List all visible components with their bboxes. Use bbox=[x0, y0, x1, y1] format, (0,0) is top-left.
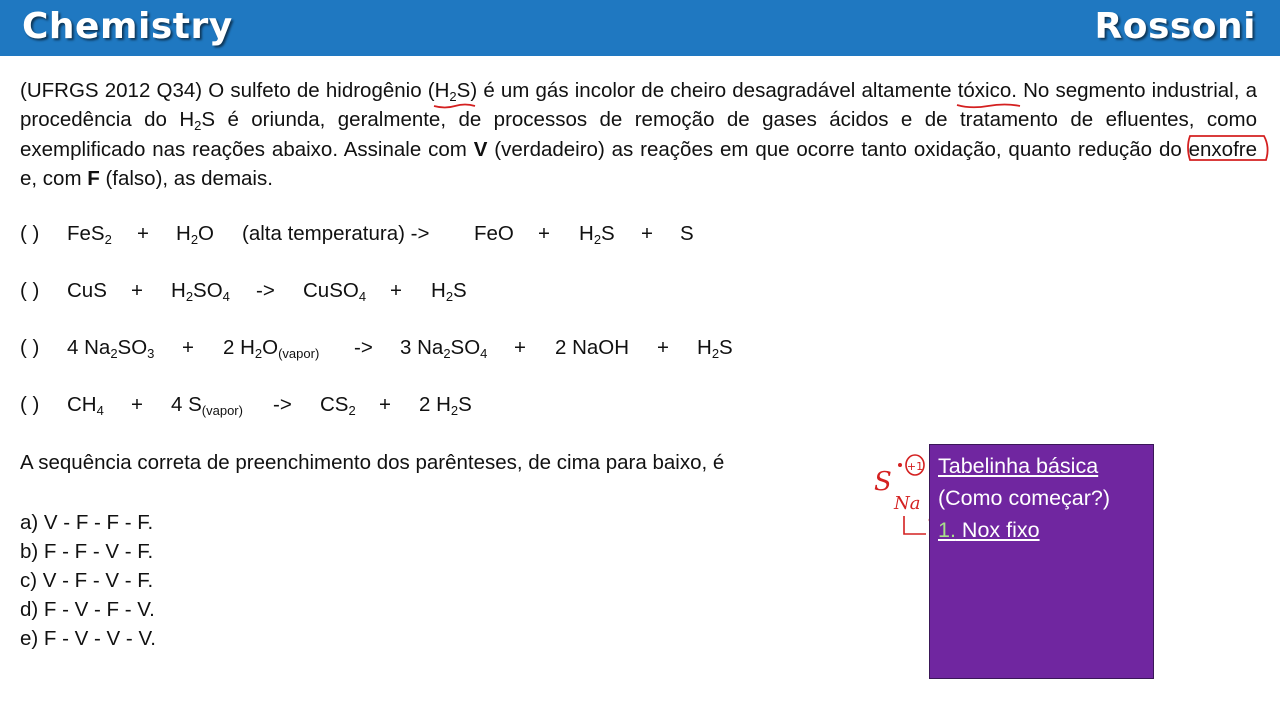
option-d[interactable]: d) F - V - F - V. bbox=[20, 598, 155, 621]
tip-box bbox=[929, 444, 1154, 679]
eq2-reactant-h2so4: $H_2SO_4$ bbox=[171, 279, 230, 304]
toxico-underlined: tóxico bbox=[958, 76, 1012, 105]
question-statement: (UFRGS 2012 Q34) O sulfeto de hidrogênio ($H_2S$ ) é um gás incolor de cheiro desagradável altamente tóxico . No segmento industrial, a procedência do $H_2S$ é oriunda, geralmente, de processos de remoção de gases ácidos e de tratamento de efluentes, como exemplificado nas reações abaixo. Assinale com V (verdadeiro) as reações em que ocorre tanto oxidação, quanto redução do enxofre e, com F (falso), as demais. bbox=[20, 76, 1257, 193]
course-title: Chemistry bbox=[22, 6, 233, 47]
answer-blank: ( ) bbox=[20, 222, 40, 245]
tip-subtitle: (Como começar?) bbox=[938, 486, 1111, 510]
tip-item-nox-fixo[interactable]: 1. Nox fixo bbox=[938, 518, 1040, 542]
eq1-reactant-h2o: $H_2O$ bbox=[176, 222, 214, 247]
option-e[interactable]: e) F - V - V - V. bbox=[20, 627, 156, 650]
tip-title[interactable]: Tabelinha básica bbox=[938, 454, 1099, 478]
eq2-product-h2s: $H_2S$ bbox=[431, 279, 467, 304]
eq3-reactant-na2so3: 4 $Na_2SO_3$ bbox=[67, 336, 155, 361]
answer-options bbox=[20, 508, 156, 653]
eq4-product-cs2: $CS_2$ bbox=[320, 393, 356, 418]
eq3-product-h2s: $H_2S$ bbox=[697, 336, 733, 361]
answer-blank: ( ) bbox=[20, 279, 40, 302]
answer-blank: ( ) bbox=[20, 393, 40, 416]
author-name: Rossoni bbox=[1094, 6, 1256, 47]
question-prompt: A sequência correta de preenchimento dos parênteses, de cima para baixo, é bbox=[20, 451, 725, 474]
eq1-condition: (alta temperatura) -> bbox=[242, 222, 430, 245]
red-underline-mark bbox=[433, 102, 477, 110]
eq4-reactant-ch4: $CH_4$ bbox=[67, 393, 104, 418]
handwritten-s: S bbox=[874, 467, 892, 497]
handwritten-plus-one: +1 bbox=[906, 460, 924, 473]
eq2-product-cuso4: CuSO$_4$ bbox=[303, 279, 367, 304]
eq1-product-feo: FeO bbox=[474, 222, 514, 245]
header-bar bbox=[0, 0, 1280, 56]
red-circle-mark bbox=[1184, 133, 1272, 163]
f-bold: F bbox=[87, 166, 100, 190]
eq3-product-naoh: 2 NaOH bbox=[555, 336, 630, 359]
answer-blank: ( ) bbox=[20, 336, 40, 359]
enxofre-circled: enxofre bbox=[1189, 135, 1257, 164]
intro-text: (UFRGS 2012 Q34) O sulfeto de hidrogênio ( bbox=[20, 79, 435, 102]
eq4-reactant-s-vapor: 4 $S_{(vapor)}$ bbox=[171, 393, 243, 418]
option-a[interactable]: a) V - F - F - F. bbox=[20, 511, 154, 534]
eq1-product-s: S bbox=[680, 222, 694, 245]
handwritten-na: Na bbox=[894, 493, 921, 514]
eq4-product-h2s: 2 $H_2S$ bbox=[419, 393, 472, 418]
red-underline-mark bbox=[956, 102, 1022, 110]
eq1-reactant-fes2: FeS$_2$ bbox=[67, 222, 112, 247]
v-bold: V bbox=[473, 137, 488, 161]
h2s-underlined: $H_2S$ bbox=[435, 76, 471, 105]
eq3-reactant-h2o-vapor: 2 $H_2O_{(vapor)}$ bbox=[223, 336, 320, 361]
eq3-product-na2so4: 3 $Na_2SO_4$ bbox=[400, 336, 488, 361]
eq2-reactant-cus: CuS bbox=[67, 279, 107, 302]
option-c[interactable]: c) V - F - V - F. bbox=[20, 569, 154, 592]
eq1-product-h2s: $H_2S$ bbox=[579, 222, 615, 247]
handwritten-annotation bbox=[868, 448, 934, 540]
option-b[interactable]: b) F - F - V - F. bbox=[20, 540, 154, 563]
